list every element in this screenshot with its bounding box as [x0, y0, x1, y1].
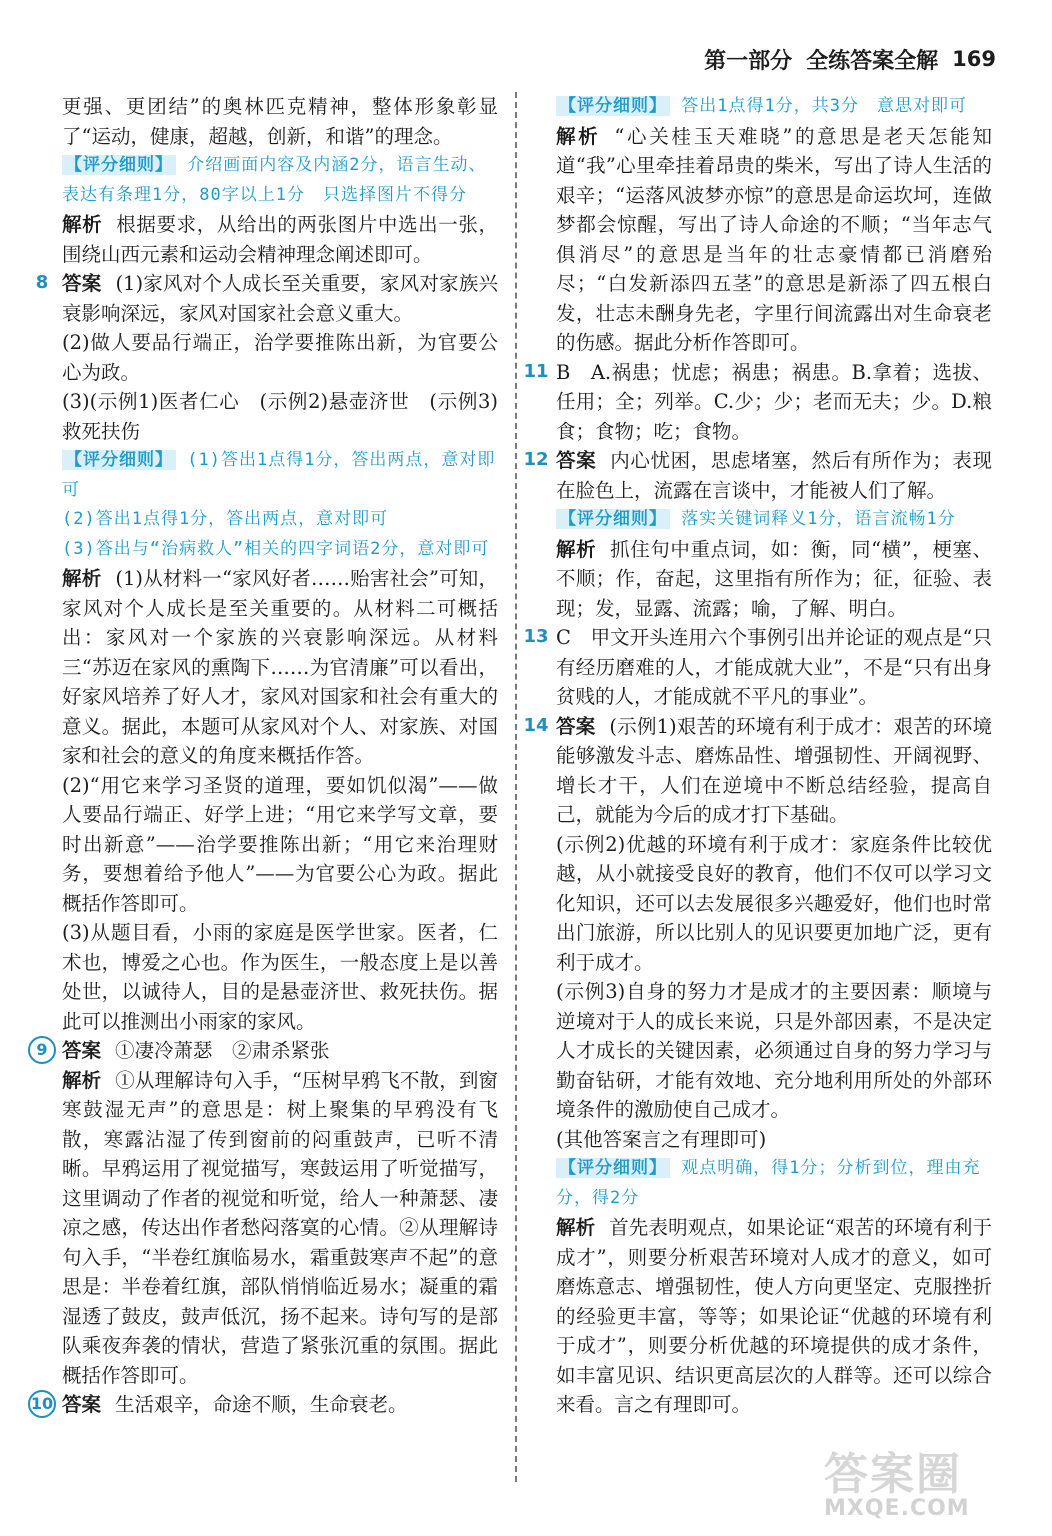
watermark-logo: [824, 1438, 1004, 1521]
watermark-url: MXQE.COM: [824, 1496, 970, 1521]
question-8: [35, 269, 498, 1036]
intro-analysis: [62, 210, 498, 269]
question-13: [523, 623, 992, 712]
answer-text: (3)(示例1)医者仁心 (示例2)悬壶济世 (示例3)救死扶伤: [62, 390, 498, 443]
header-title: 全练答案全解: [806, 48, 939, 74]
answer-line: [62, 1390, 498, 1420]
analysis-line: [62, 1066, 498, 1391]
analysis-text: (2)“用它来学习圣贤的道理，要如饥似渴”——做人要品行端正、好学上进；“用它来学写文章，要时出新意”——治学要推陈出新；“用它来治理财务，要想着给予他人”——为官要公心为政。据此概括作答即可。: [62, 773, 498, 915]
answer-line: [556, 712, 992, 830]
question-14: [523, 712, 992, 1420]
answer-text: (示例3)自身的努力才是成才的主要因素：顺境与逆境对于人的成长来说，只是外部因素，不是决定人才成长的关键因素，必须通过自身的努力学习与勤奋钻研，才能有效地、充分地利用所处的外部环境条件的激励使自己成才。: [556, 980, 992, 1121]
score-label: 【评分细则】: [556, 96, 670, 116]
question-number: 13: [523, 626, 549, 647]
question-number: 10: [28, 1390, 56, 1418]
intro-score: [62, 151, 498, 210]
score-line: [556, 505, 992, 535]
analysis-text: (3)从题目看，小雨的家庭是医学世家。医者，仁术也，博爱之心也。作为医生，一般态度上是以善处世，以诚待人，目的是悬壶济世、救死扶伤。据此可以推测出小雨家的家风。: [62, 921, 498, 1033]
answer-text: 内心忧困，思虑堵塞，然后有所作为；表现在脸色上，流露在言谈中，才能被人们了解。: [556, 449, 992, 502]
score-label: 【评分细则】: [556, 509, 670, 529]
right-column: [523, 92, 992, 1420]
q10-analysis: [556, 122, 992, 358]
answer-tag: 答案: [62, 1039, 102, 1062]
score-text: 介绍画面内容及内涵2分，语言生动、表达有条理1分，80字以上1分 只选择图片不得分: [62, 155, 487, 205]
page-header: [704, 42, 996, 76]
analysis-text: ①从理解诗句入手，“压树早鸦飞不散，到窗寒鼓湿无声”的意思是：树上聚集的早鸦没有飞散，寒露沾湿了传到窗前的闷重鼓声，已听不清晰。早鸦运用了视觉描写，寒鼓运用了听觉描写，这里调动了作者的视觉和听觉，给人一种萧瑟、凄凉之感，传达出作者愁闷落寞的心情。②从理解诗句入手，“半卷红旗临易水，霜重鼓寒声不起”的意思是：半卷着红旗，部队悄悄临近易水；凝重的霜湿透了鼓皮，鼓声低沉，扬不起来。诗句写的是部队乘夜奔袭的情状，营造了紧张沉重的氛围。据此概括作答即可。: [62, 1068, 498, 1387]
answer-text: (2)做人要品行端正，治学要推陈出新，为官要公心为政。: [62, 331, 498, 384]
analysis-text: “心关桂玉天难晓”的意思是老天怎能知道“我”心里牵挂着昂贵的柴米，写出了诗人生活的艰辛；“运落风波梦亦惊”的意思是命运坎坷，连做梦都会惊醒，写出了诗人命途的不顺；“当年志气俱消尽”的意思是当年的壮志豪情都已消磨殆尽；“白发新添四五茎”的意思是新添了四五根白发，壮志未酬身先老，字里行间流露出对生命衰老的伤感。据此分析作答即可。: [556, 124, 992, 354]
analysis-text: 抓住句中重点词，如：衡，同“横”，梗塞、不顺；作，奋起，这里指有所作为；征，征验、表现；发，显露、流露；喻，了解、明白。: [556, 537, 992, 620]
question-number: 9: [28, 1036, 56, 1064]
q10-score: [556, 92, 992, 122]
analysis-text: (1)从材料一“家风好者……贻害社会”可知，家风对个人成长是至关重要的。从材料二可概括出：家风对一个家族的兴衰影响深远。从材料三“苏迈在家风的熏陶下……为官清廉”可以看出，好家风培养了好人才，家风对国家和社会有重大的意义。据此，本题可从家风对个人、对家族、对国家和社会的意义的角度来概括作答。: [62, 567, 498, 767]
analysis-line: [556, 535, 992, 624]
score-line: [62, 446, 498, 505]
score-text: (3)答出与“治病救人”相关的四字词语2分，意对即可: [62, 538, 490, 559]
analysis-tag: 解析: [62, 1068, 102, 1092]
score-label: 【评分细则】: [62, 450, 176, 470]
answer-tag: 答案: [62, 272, 102, 295]
question-number: 11: [523, 360, 549, 382]
question-9: [36, 1036, 498, 1390]
analysis-tag: 解析: [556, 1216, 596, 1239]
answer-text: (示例1)艰苦的环境有利于成才：艰苦的环境能够激发斗志、磨炼品性、增强韧性、开阔视野、增长才干，人们在逆境中不断总结经验，提高自己，就能为今后的成才打下基础。: [556, 714, 992, 826]
score-label: 【评分细则】: [62, 155, 176, 175]
answer-text: ①凄冷萧瑟 ②肃杀紧张: [115, 1039, 330, 1062]
answer-note: (其他答案言之有理即可): [556, 1127, 767, 1151]
answer-text: C 甲文开头连用六个事例引出并论证的观点是“只有经历磨难的人，才能成就大业”，不是“只有出身贫贱的人，才能成就不平凡的事业”。: [556, 626, 992, 708]
score-label: 【评分细则】: [556, 1158, 670, 1178]
answer-tag: 答案: [556, 714, 596, 738]
score-text: 答出1点得1分，共3分 意思对即可: [681, 96, 967, 116]
analysis-text: 根据要求，从给出的两张图片中选出一张，围绕山西元素和运动会精神理念阐述即可。: [62, 213, 498, 266]
question-number: 14: [523, 714, 549, 736]
answer-text: B A.祸患；忧虑；祸患；祸患。B.拿着；选拔、任用；全；列举。C.少；少；老而无夫；少。D.粮食；食物；吃；食物。: [556, 360, 992, 443]
page-number: 169: [952, 47, 996, 71]
analysis-tag: 解析: [556, 124, 601, 148]
question-10: [30, 1390, 498, 1420]
header-section: 第一部分: [704, 48, 793, 74]
score-text: (2)答出1点得1分，答出两点，意对即可: [62, 509, 389, 529]
analysis-tag: 解析: [556, 537, 597, 561]
answer-tag: 答案: [62, 1393, 102, 1416]
left-column: [30, 92, 498, 1420]
score-text: 落实关键词释义1分，语言流畅1分: [681, 509, 956, 529]
watermark-text: 答案圈: [824, 1449, 962, 1500]
answer-line: [62, 1036, 498, 1066]
answer-text: (示例2)优越的环境有利于成才：家庭条件比较优越，从小就接受良好的教育，他们不仅可以学习文化知识，还可以去发展很多兴趣爱好，他们也时常出门旅游，所以比别人的见识要更加地广泛，更有利于成才。: [556, 832, 992, 974]
analysis-line: [62, 564, 498, 771]
column-divider: [515, 92, 517, 1482]
score-line: [556, 1154, 992, 1213]
answer-line: [556, 446, 992, 505]
analysis-line: [556, 1213, 992, 1420]
question-number: 12: [523, 449, 549, 470]
question-12: [523, 446, 992, 623]
analysis-tag: 解析: [62, 567, 102, 590]
answer-tag: 答案: [556, 449, 597, 472]
answer-line: [62, 269, 498, 328]
score-text: 观点明确，得1分；分析到位，理由充分，得2分: [556, 1158, 981, 1208]
analysis-text: 首先表明观点，如果论证“艰苦的环境有利于成才”，则要分析艰苦环境对人成才的意义，如可磨炼意志、增强韧性，使人方向更坚定、克服挫折的经验更丰富，等等；如果论证“优越的环境有利于成才”，则要分析优越的环境提供的成才条件，如丰富见识、结识更高层次的人群等。还可以综合来看。言之有理即可。: [556, 1216, 992, 1416]
answer-text: (1)家风对个人成长至关重要，家风对家族兴衰影响深远，家风对国家社会意义重大。: [62, 272, 498, 325]
intro-text: 更强、更团结”的奥林匹克精神，整体形象彰显了“运动，健康，超越，创新，和谐”的理念。: [62, 95, 498, 148]
score-text: (1)答出1点得1分，答出两点，意对即可: [62, 450, 496, 500]
analysis-tag: 解析: [62, 213, 103, 236]
question-number: 8: [35, 272, 49, 293]
question-11: [523, 358, 992, 447]
answer-text: 生活艰辛，命途不顺，生命衰老。: [115, 1393, 408, 1416]
